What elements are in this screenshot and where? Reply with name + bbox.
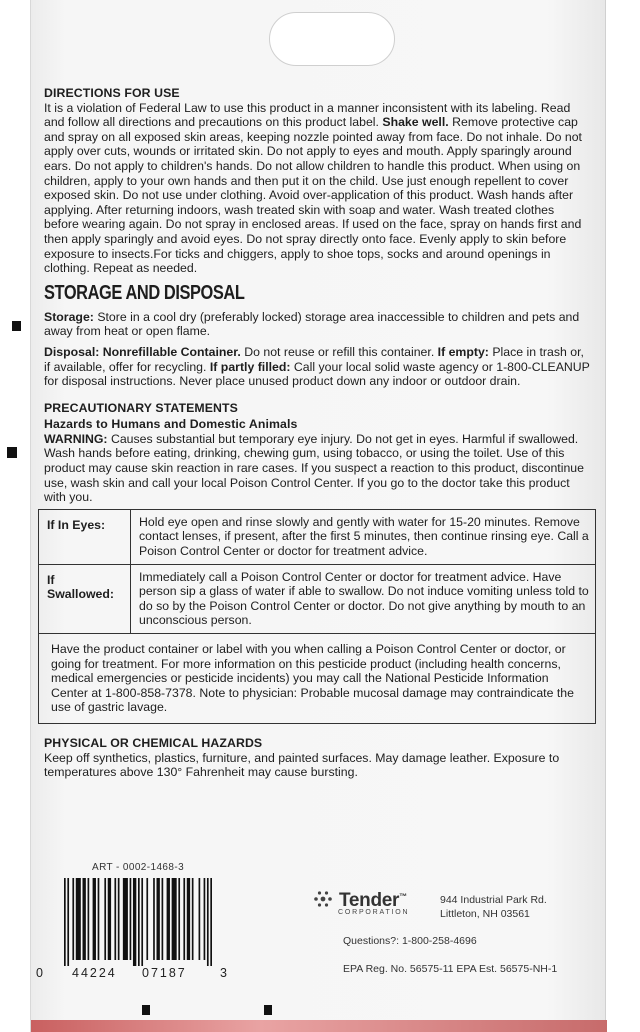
barcode-digit-right: 3 [220, 966, 229, 980]
barcode-bar [157, 878, 160, 960]
storage-text [44, 310, 592, 339]
hang-hole [269, 12, 395, 66]
barcode-bar [192, 878, 194, 960]
warning-label: WARNING: [44, 431, 108, 446]
barcode-bar [141, 878, 143, 966]
address-line-1: 944 Industrial Park Rd. [440, 894, 547, 906]
barcode-bar [133, 878, 136, 966]
barcode-bar [98, 878, 100, 960]
barcode-bar [108, 878, 111, 960]
registration-mark [142, 1005, 150, 1015]
art-code: ART - 0002-1468-3 [92, 862, 185, 873]
barcode-bar [64, 878, 66, 966]
barcode-bar [114, 878, 116, 960]
brand-corporation: CORPORATION [338, 909, 410, 916]
trademark-symbol: ™ [399, 892, 407, 901]
epa-registration: EPA Reg. No. 56575-11 EPA Est. 56575-NH-1 [343, 963, 558, 975]
tender-burst-icon [312, 890, 334, 908]
disposal-label: Disposal: Nonrefillable Container. [44, 344, 241, 359]
partly-filled-label: If partly filled: [209, 359, 291, 374]
eyes-text: Hold eye open and rinse slowly and gently with water for 15-20 minutes. Remove contact lenses, if present, after the first 5 minutes, then continue rinsing eye. Call a Poison Control Center or doctor for treatment advice. [131, 509, 596, 564]
registration-mark [12, 321, 21, 331]
hazards-subheading: Hazards to Humans and Domestic Animals [44, 417, 298, 432]
barcode-bar [210, 878, 212, 966]
address-line-2: Littleton, NH 03561 [440, 908, 530, 920]
general-first-aid-text: Have the product container or label with you when calling a Poison Control Center or doctor, or going for treatment. For more information on this pesticide product (including health concerns, medical emergencies or pesticide incidents) you may call the National Pesticide Information Center at 1-800-858-7378. Note to physician: Probable mucosal damage may contraindicate the use of gastric lavage. [39, 634, 596, 724]
swallowed-label: If Swallowed: [39, 564, 131, 633]
brand-name: Tender [338, 890, 400, 911]
label-text [44, 86, 592, 780]
barcode-bar [130, 878, 132, 960]
barcode-bar [172, 878, 177, 960]
physical-hazards-heading: PHYSICAL OR CHEMICAL HAZARDS [44, 735, 263, 750]
registration-mark [264, 1005, 272, 1015]
barcode-bar [138, 878, 140, 966]
company-address [440, 893, 547, 921]
table-row [39, 564, 596, 633]
barcode-bars [64, 878, 212, 966]
table-row [39, 509, 596, 564]
barcode-bar [93, 878, 96, 960]
barcode-digit-left: 0 [36, 966, 45, 980]
disposal-text [44, 345, 592, 389]
registration-mark [7, 447, 17, 458]
disposal-body-2: Place in trash or, if available, offer for recycling. [44, 344, 584, 374]
brand-logo [312, 890, 409, 916]
barcode-bar [207, 878, 209, 966]
warning-text [44, 432, 592, 505]
barcode-bar [146, 878, 148, 960]
directions-text-1: It is a violation of Federal Law to use this product in a manner inconsistent with its labeling. Read and follow all directions and precautions on this product label. [44, 100, 571, 130]
storage-heading: STORAGE AND DISPOSAL [44, 281, 245, 304]
swallowed-text: Immediately call a Poison Control Center or doctor for treatment advice. Have person sip a glass of water if able to swallow. Do not induce vomiting unless told to do so by the Poison Control Center or doctor. Do not give anything by mouth to an unconscious person. [131, 564, 596, 633]
packaging-edge [31, 1020, 607, 1032]
directions-text [44, 101, 592, 276]
barcode-bar [187, 878, 190, 960]
disposal-body-1: Do not reuse or refill this container. [244, 344, 435, 359]
barcode-bar [118, 878, 120, 960]
questions-phone: Questions?: 1-800-258-4696 [343, 935, 477, 947]
barcode-bar [204, 878, 206, 960]
storage-label: Storage: [44, 309, 94, 324]
storage-body: Store in a cool dry (preferably locked) storage area inaccessible to children and pets and away from heat or open flame. [44, 309, 580, 339]
barcode-bar [104, 878, 106, 960]
barcode-bar [178, 878, 180, 960]
barcode-bar [76, 878, 81, 960]
barcode-bar [199, 878, 201, 960]
barcode-bar [123, 878, 128, 960]
eyes-label: If In Eyes: [39, 509, 131, 564]
warning-body: Causes substantial but temporary eye injury. Do not get in eyes. Harmful if swallowed. Wash hands before eating, drinking, chewing gum, using tobacco, or using the toilet. Use of this product may cause skin reaction in rare cases. If you suspect a reaction to this product, discontinue use, wash skin and call your local Poison Control Center. If you go to the doctor take this product with you. [44, 431, 584, 505]
disposal-body-3: Call your local solid waste agency or 1-800-CLEANUP for disposal instructions. Never place unused product down any indoor or outdoor drain. [44, 359, 590, 389]
barcode-bar [162, 878, 164, 960]
barcode-bar [183, 878, 185, 960]
table-row [39, 634, 596, 724]
barcode-bar [153, 878, 155, 960]
directions-text-2: Remove protective cap and spray on all exposed skin areas, keeping nozzle pointed away from face. Do not inhale. Do not apply over cuts, wounds or irritated skin. Do not apply to eyes and mouth. Apply sparingly around ears. Do not apply to children's hands. Do not allow children to handle this product. When using on children, apply to your own hands and then put it on the child. Use just enough repellent to cover exposed skin. Do not use under clothing. Avoid over-application of this product. Wash hands after applying. After returning indoors, wash treated skin with soap and water. Wash treated clothes before wearing again. Do not spray in enclosed areas. If used on the face, spray on hands first and then apply sparingly and avoid eyes. Do not spray directly onto face. Evenly apply to skin before exposure to insects.For ticks and chiggers, apply to shoe tops, socks and around openings in clothing. Repeat as needed. [44, 115, 582, 276]
if-empty-label: If empty: [437, 344, 489, 359]
directions-heading: DIRECTIONS FOR USE [44, 86, 180, 100]
barcode-bar [67, 878, 69, 966]
barcode-bar [72, 878, 74, 960]
physical-hazards-text: Keep off synthetics, plastics, furniture, and painted surfaces. May damage leather. Exposure to temperatures above 130° Fahrenheit may cause bursting. [44, 750, 560, 780]
precautionary-heading: PRECAUTIONARY STATEMENTS [44, 400, 238, 415]
barcode-bar [88, 878, 90, 960]
barcode-group-1: 44224 [72, 966, 117, 980]
barcode-bar [83, 878, 86, 960]
barcode-bar [167, 878, 170, 960]
first-aid-table [38, 509, 596, 724]
shake-well-text: Shake well. [382, 115, 449, 130]
barcode-group-2: 07187 [142, 966, 187, 980]
barcode [36, 878, 229, 986]
